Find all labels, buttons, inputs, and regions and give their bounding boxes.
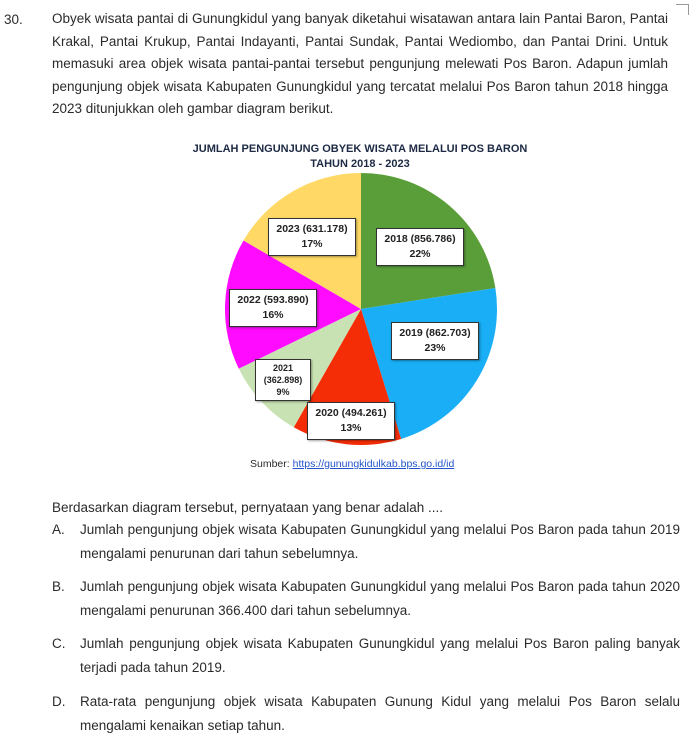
label-2022: 2022 (593.890) 16%: [229, 289, 317, 327]
option-b[interactable]: [52, 575, 680, 623]
option-letter: A.: [52, 522, 65, 537]
option-letter: C.: [52, 636, 66, 651]
question-prompt: Berdasarkan diagram tersebut, pernyataan yang benar adalah ....: [52, 500, 443, 515]
option-letter: D.: [52, 694, 66, 709]
chart-title: JUMLAH PENGUNJUNG OBYEK WISATA MELALUI POS BARON: [192, 143, 528, 155]
question-number: 30.: [4, 12, 23, 27]
option-a[interactable]: [52, 518, 680, 566]
label-2018: 2018 (856.786) 22%: [376, 228, 464, 266]
chart-source: Sumber: https://gunungkidulkab.bps.go.id/id: [250, 458, 455, 470]
option-text: Rata-rata pengunjung objek wisata Kabupaten Gunung Kidul yang melalui Pos Baron selalu mengalami kenaikan setiap tahun.: [80, 694, 680, 733]
option-d[interactable]: [52, 690, 680, 738]
label-2019: 2019 (862.703) 23%: [391, 322, 479, 360]
option-c[interactable]: [52, 632, 680, 680]
label-2023: 2023 (631.178) 17%: [268, 218, 356, 256]
label-2021: 2021 (362.898) 9%: [255, 359, 311, 401]
option-text: Jumlah pengunjung objek wisata Kabupaten Gunungkidul yang melalui Pos Baron paling banyak terjadi pada tahun 2019.: [80, 636, 680, 675]
option-text: Jumlah pengunjung objek wisata Kabupaten Gunungkidul yang melalui Pos Baron pada tahun 2019 mengalami penurunan dari tahun sebelumnya.: [80, 522, 680, 561]
option-letter: B.: [52, 579, 65, 594]
label-2020: 2020 (494.261) 13%: [307, 402, 395, 440]
chart-subtitle: TAHUN 2018 - 2023: [310, 158, 410, 170]
option-text: Jumlah pengunjung objek wisata Kabupaten Gunungkidul yang melalui Pos Baron pada tahun 2020 mengalami penurunan 366.400 dari tahun sebelumnya.: [80, 579, 680, 618]
question-paragraph: Obyek wisata pantai di Gunungkidul yang banyak diketahui wisatawan antara lain Pantai Baron, Pantai Krakal, Pantai Krukup, Pantai Indayanti, Pantai Sundak, Pantai Wediombo, dan Pantai Drini. Untuk memasuki area objek wisata pantai-pantai tersebut pengunjung melewati Pos Baron. Adapun jumlah pengunjung objek wisata Kabupaten Gunungkidul yang tercatat melalui Pos Baron tahun 2018 hingga 2023 ditunjukkan oleh gambar diagram berikut.: [52, 11, 668, 117]
source-link[interactable]: https://gunungkidulkab.bps.go.id/id: [292, 458, 455, 470]
